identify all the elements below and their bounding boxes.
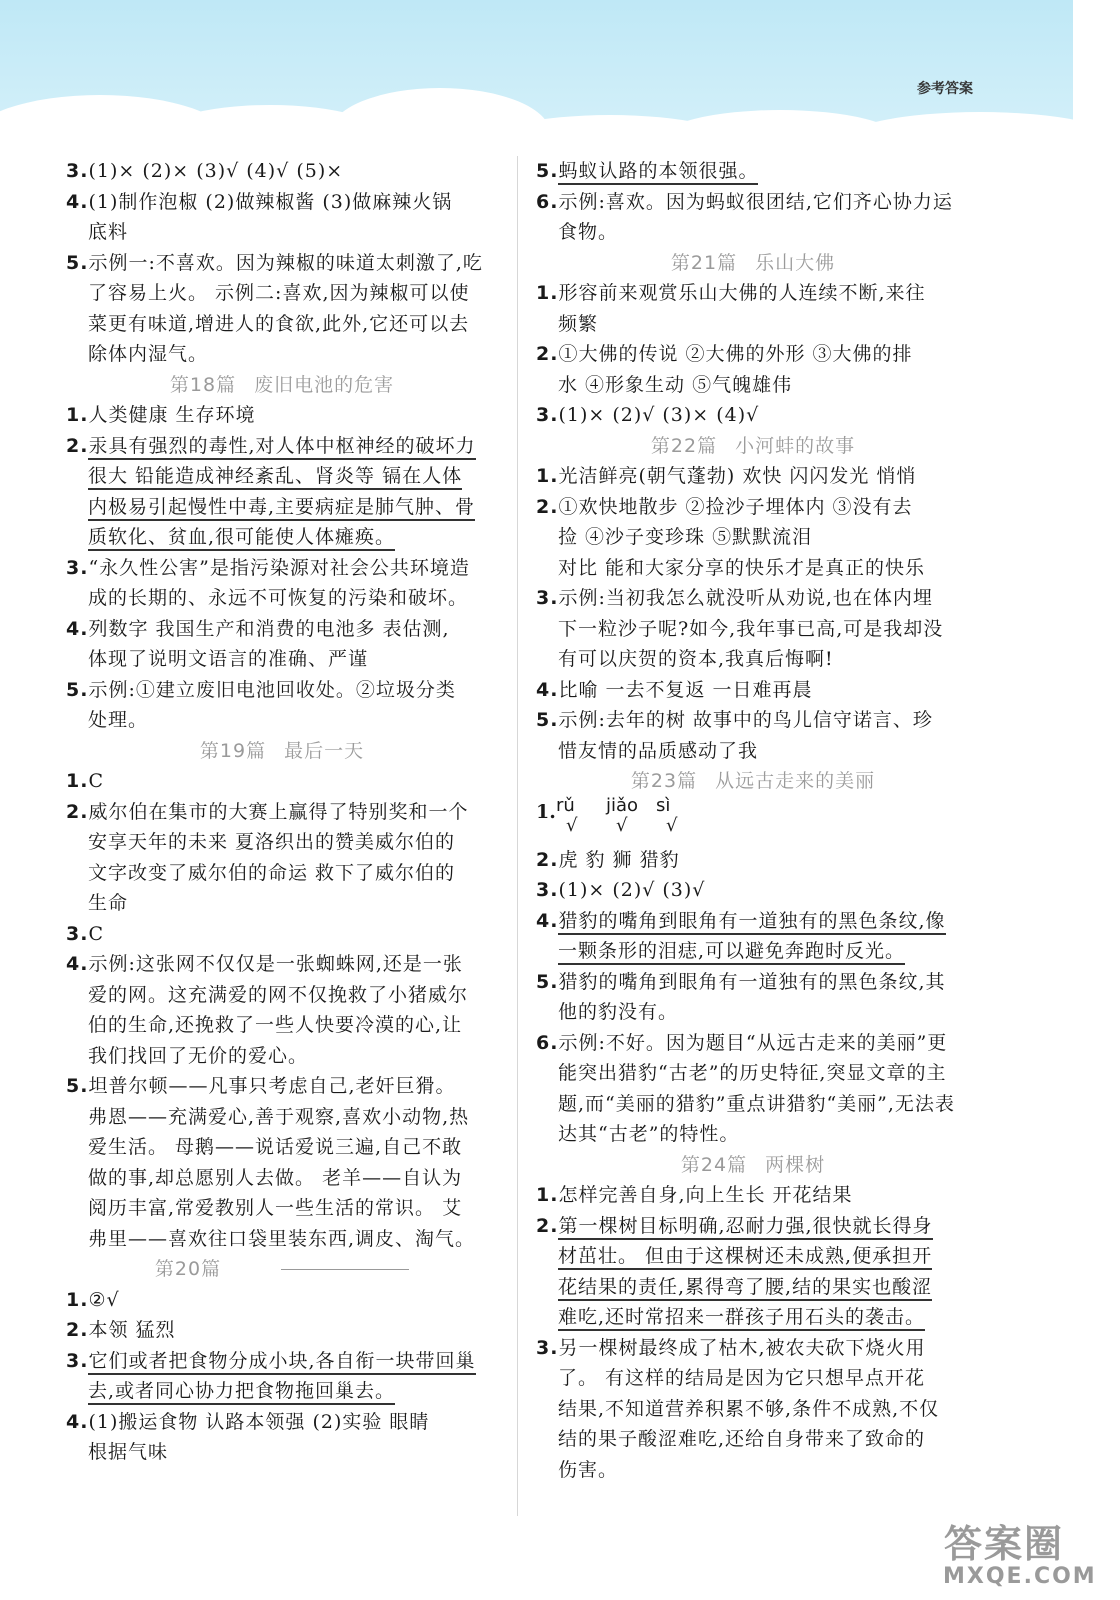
answer-continuation — [536, 1394, 970, 1425]
answer-continuation — [536, 309, 970, 340]
answer-continuation — [536, 1424, 970, 1455]
answer-line — [536, 906, 970, 937]
answer-line — [66, 1407, 498, 1438]
answer-line — [536, 400, 970, 431]
answer-number: 1. — [536, 465, 559, 487]
section-heading — [536, 766, 970, 797]
answer-text: (1)× (2)√ (3)× (4)√ — [558, 404, 760, 426]
answer-number: 3. — [66, 160, 89, 182]
answer-continuation — [536, 522, 970, 553]
answer-continuation — [66, 1041, 498, 1072]
answer-number: 5. — [66, 1075, 89, 1097]
answer-text: 示例:不好。因为题目“从远古走来的美丽”更 — [558, 1031, 948, 1054]
answer-continuation — [66, 461, 498, 492]
answer-continuation — [66, 644, 498, 675]
answer-text: (1)× (2)√ (3)√ — [558, 879, 706, 901]
answer-number: 1. — [66, 404, 89, 426]
answer-number: 1. — [536, 800, 556, 823]
answer-number: 4. — [536, 678, 559, 701]
answer-text: 惜友情的品质感动了我 — [558, 739, 759, 762]
answer-number: 1. — [536, 282, 559, 304]
answer-number: 4. — [66, 1410, 89, 1433]
answer-continuation — [536, 1363, 970, 1394]
answer-continuation — [536, 614, 970, 645]
answer-text: (1)× (2)× (3)√ (4)√ (5)× — [88, 160, 344, 182]
answer-text: 比喻 一去不复返 一日难再晨 — [558, 678, 813, 701]
answer-text: 菜更有味道,增进人的食欲,此外,它还可以去 — [88, 312, 470, 335]
answer-line — [536, 967, 970, 998]
answer-text: 去,或者同心协力把食物拖回巢去。 — [88, 1380, 395, 1405]
answer-line — [536, 492, 970, 523]
answer-text: 示例:这张网不仅仅是一张蜘蛛网,还是一张 — [88, 953, 463, 975]
answer-number: 4. — [66, 190, 89, 213]
answer-number: 3. — [536, 404, 559, 426]
answer-text: ②√ — [88, 1288, 120, 1311]
answer-line — [66, 766, 498, 797]
answer-text: 虎 豹 狮 猎豹 — [558, 848, 680, 871]
answer-text: “永久性公害”是指污染源对社会公共环境造 — [88, 556, 470, 579]
answer-continuation — [536, 1119, 970, 1150]
answer-text: 第一棵树目标明确,忍耐力强,很快就长得身 — [558, 1215, 932, 1240]
answer-line — [66, 675, 498, 706]
answer-line — [536, 845, 970, 876]
answer-text: 结果,不知道营养积累不够,条件不成熟,不仅 — [558, 1397, 940, 1420]
section-title-blank — [281, 1269, 409, 1270]
answer-number: 3. — [66, 1349, 89, 1372]
answer-text: (1)搬运食物 认路本领强 (2)实验 眼睛 — [88, 1410, 430, 1433]
answer-line — [536, 187, 970, 218]
answer-line — [536, 1333, 970, 1364]
header-band — [0, 0, 1073, 150]
answer-line — [536, 705, 970, 736]
right-column — [536, 156, 970, 1485]
answer-line — [66, 248, 498, 279]
check-mark: √ — [566, 814, 578, 836]
answer-line — [536, 875, 970, 906]
section-title: 废旧电池的危害 — [254, 373, 395, 396]
answer-line — [536, 156, 970, 187]
answer-continuation — [66, 888, 498, 919]
answer-text: 文字改变了威尔伯的命运 救下了威尔伯的 — [88, 861, 456, 884]
section-heading — [536, 248, 970, 279]
answer-number: 3. — [536, 879, 559, 901]
answer-text: 安享天年的未来 夏洛织出的赞美威尔伯的 — [88, 831, 456, 853]
answer-text: 本领 猛烈 — [88, 1319, 176, 1341]
answer-line — [66, 400, 498, 431]
answer-text: 我们找回了无价的爱心。 — [88, 1044, 309, 1067]
answer-continuation — [66, 1376, 498, 1407]
answer-continuation — [536, 1272, 970, 1303]
answer-number: 1. — [66, 1288, 89, 1311]
answer-text: 下一粒沙子呢?如今,我年事已高,可是我却没 — [558, 617, 944, 640]
column-divider — [517, 156, 518, 1516]
answer-continuation — [536, 736, 970, 767]
section-heading — [536, 431, 970, 462]
answer-text: 弗里——喜欢往口袋里装东西,调皮、淘气。 — [88, 1227, 476, 1250]
section-label: 第24篇 — [680, 1153, 748, 1176]
answer-number: 5. — [536, 709, 559, 731]
answer-continuation — [66, 705, 498, 736]
answer-continuation — [536, 370, 970, 401]
answer-number: 4. — [536, 909, 559, 932]
answer-continuation — [536, 936, 970, 967]
answer-continuation — [66, 278, 498, 309]
answer-text: 材茁壮。 但由于这棵树还未成熟,便承担开 — [558, 1245, 932, 1270]
answer-line — [66, 919, 498, 950]
answer-line — [536, 278, 970, 309]
answer-number: 5. — [536, 970, 559, 993]
answer-text: 光洁鲜亮(朝气蓬勃) 欢快 闪闪发光 悄悄 — [558, 465, 917, 487]
section-label: 第23篇 — [630, 770, 698, 792]
answer-line — [66, 1071, 498, 1102]
answer-text: 蚂蚁认路的本领很强。 — [558, 160, 758, 185]
answer-continuation — [536, 997, 970, 1028]
answer-continuation — [66, 827, 498, 858]
answer-number: 3. — [66, 922, 89, 945]
answer-text: 捡 ④沙子变珍珠 ⑤默默流泪 — [558, 526, 813, 548]
section-label: 第19篇 — [199, 739, 267, 762]
answer-text: 弗恩——充满爱心,善于观察,喜欢小动物,热 — [88, 1105, 470, 1128]
answer-text: C — [88, 922, 104, 945]
answer-text: 花结果的责任,累得弯了腰,结的果实也酸涩 — [558, 1276, 932, 1301]
answer-line — [536, 461, 970, 492]
answer-text: 底料 — [88, 221, 129, 243]
answer-text: 能突出猎豹“古老”的历史特征,突显文章的主 — [558, 1062, 947, 1084]
answer-text: 了容易上火。 示例二:喜欢,因为辣椒可以使 — [88, 282, 470, 304]
answer-text: 示例:①建立废旧电池回收处。②垃圾分类 — [88, 678, 456, 701]
answer-line — [66, 431, 498, 462]
answer-continuation — [66, 858, 498, 889]
answer-number: 5. — [536, 160, 559, 182]
pinyin-item: rǔ — [556, 794, 575, 816]
answer-text: 处理。 — [88, 709, 149, 731]
section-title: 最后一天 — [284, 739, 365, 762]
answer-number: 2. — [536, 1214, 559, 1237]
answer-number: 2. — [536, 848, 559, 871]
answer-text: 食物。 — [558, 221, 619, 243]
answer-text: 示例:当初我怎么就没听从劝说,也在体内埋 — [558, 587, 933, 609]
answer-number: 2. — [66, 800, 89, 823]
answer-text: 内极易引起慢性中毒,主要病症是肺气肿、骨 — [88, 496, 475, 521]
answer-line — [536, 1211, 970, 1242]
answer-number: 5. — [66, 251, 89, 274]
answer-text: 他的豹没有。 — [558, 1001, 679, 1023]
answer-line — [536, 583, 970, 614]
answer-line — [536, 794, 970, 845]
section-heading — [536, 1150, 970, 1181]
answer-number: 1. — [66, 770, 89, 792]
answer-continuation — [66, 1010, 498, 1041]
answer-line — [66, 156, 498, 187]
answer-text: 伤害。 — [558, 1458, 619, 1481]
answer-continuation — [66, 1102, 498, 1133]
answer-text: 根据气味 — [88, 1441, 169, 1463]
answer-text: 除体内湿气。 — [88, 343, 209, 365]
answer-text: 结的果子酸涩难吃,还给自身带来了致命的 — [558, 1428, 926, 1450]
answer-continuation — [536, 1455, 970, 1486]
answer-number: 3. — [66, 556, 89, 579]
answer-text: 示例一:不喜欢。因为辣椒的味道太刺激了,吃 — [88, 251, 483, 274]
answer-text: 猎豹的嘴角到眼角有一道独有的黑色条纹,像 — [558, 910, 945, 935]
answer-number: 4. — [66, 953, 89, 975]
answer-continuation — [66, 1437, 498, 1468]
answer-continuation — [536, 644, 970, 675]
answer-text: 汞具有强烈的毒性,对人体中枢神经的破坏力 — [88, 435, 475, 460]
answer-text: 爱的网。这充满爱的网不仅挽救了小猪威尔 — [88, 983, 469, 1006]
answer-text: ①欢快地散步 ②捡沙子埋体内 ③没有去 — [558, 495, 913, 518]
answer-continuation — [536, 553, 970, 584]
header-label: 参考答案 — [917, 81, 973, 97]
answer-text: 生命 — [88, 892, 129, 914]
section-title: 小河蚌的故事 — [735, 434, 856, 457]
answer-text: 有可以庆贺的资本,我真后悔啊! — [558, 648, 834, 670]
answer-continuation — [66, 1132, 498, 1163]
answer-text: 阅历丰富,常爱教别人一些生活的常识。 艾 — [88, 1197, 463, 1219]
section-heading — [66, 736, 498, 767]
answer-text: 对比 能和大家分享的快乐才是真正的快乐 — [558, 556, 926, 579]
answer-continuation — [66, 1163, 498, 1194]
answer-number: 2. — [536, 343, 559, 365]
answer-text: ①大佛的传说 ②大佛的外形 ③大佛的排 — [558, 343, 913, 365]
section-label: 第21篇 — [670, 251, 738, 274]
answer-text: 另一棵树最终成了枯木,被农夫砍下烧火用 — [558, 1336, 926, 1359]
answer-continuation — [536, 1058, 970, 1089]
answer-continuation — [536, 1302, 970, 1333]
answer-text: 伯的生命,还挽救了一些人快要冷漠的心,让 — [88, 1014, 463, 1036]
section-label: 第22篇 — [650, 434, 718, 457]
answer-continuation — [66, 1193, 498, 1224]
answer-text: 一颗条形的泪痣,可以避免奔跑时反光。 — [558, 940, 905, 965]
answer-continuation — [66, 309, 498, 340]
section-title: 乐山大佛 — [755, 251, 836, 274]
answer-line — [66, 1315, 498, 1346]
answer-line — [536, 675, 970, 706]
answer-text: 成的长期的、永远不可恢复的污染和破坏。 — [88, 587, 469, 609]
pinyin-item: jiǎo — [606, 794, 639, 816]
answer-continuation — [66, 583, 498, 614]
section-title: 从远古走来的美丽 — [715, 770, 876, 792]
answer-continuation — [536, 217, 970, 248]
answer-continuation — [66, 339, 498, 370]
answer-text: 威尔伯在集市的大赛上赢得了特别奖和一个 — [88, 800, 469, 823]
answer-line — [66, 187, 498, 218]
check-mark: √ — [616, 814, 628, 836]
answer-text: 怎样完善自身,向上生长 开花结果 — [558, 1184, 853, 1206]
answer-number: 2. — [536, 495, 559, 518]
pinyin-item: sì — [656, 794, 671, 816]
answer-line — [66, 949, 498, 980]
answer-line — [536, 1180, 970, 1211]
section-label: 第18篇 — [169, 373, 237, 396]
answer-text: 形容前来观赏乐山大佛的人连续不断,来往 — [558, 282, 926, 304]
answer-text: 爱生活。 母鹅——说话爱说三遍,自己不敢 — [88, 1136, 463, 1158]
answer-number: 5. — [66, 678, 89, 701]
check-mark: √ — [666, 814, 678, 836]
answer-text: 做的事,却总愿别人去做。 老羊——自认为 — [88, 1166, 463, 1189]
watermark-title: 答案圈 — [943, 1522, 1064, 1566]
section-label: 第20篇 — [154, 1258, 222, 1280]
section-heading — [66, 370, 498, 401]
answer-text: C — [88, 770, 104, 792]
answer-text: 猎豹的嘴角到眼角有一道独有的黑色条纹,其 — [558, 970, 946, 993]
answer-text: 难吃,还时常招来一群孩子用石头的袭击。 — [558, 1306, 925, 1331]
answer-number: 6. — [536, 190, 559, 213]
answer-continuation — [536, 1241, 970, 1272]
answer-text: 了。 有这样的结局是因为它只想早点开花 — [558, 1367, 926, 1389]
answer-line — [66, 797, 498, 828]
answer-continuation — [536, 1089, 970, 1120]
answer-line — [66, 1285, 498, 1316]
answer-continuation — [66, 217, 498, 248]
left-column — [66, 156, 498, 1468]
answer-text: 频繁 — [558, 312, 599, 335]
answer-line — [536, 339, 970, 370]
answer-text: 达其“古老”的特性。 — [558, 1123, 740, 1145]
answer-number: 3. — [536, 1336, 559, 1359]
section-title: 两棵树 — [765, 1153, 826, 1176]
answer-text: 示例:去年的树 故事中的鸟儿信守诺言、珍 — [558, 709, 933, 731]
answer-continuation — [66, 492, 498, 523]
answer-continuation — [66, 980, 498, 1011]
answer-number: 1. — [536, 1184, 559, 1206]
answer-text: 体现了说明文语言的准确、严谨 — [88, 648, 369, 670]
section-heading — [66, 1254, 498, 1285]
answer-number: 2. — [66, 434, 89, 457]
answer-continuation — [66, 522, 498, 553]
answer-line — [536, 1028, 970, 1059]
answer-text: 人类健康 生存环境 — [88, 404, 256, 426]
answer-text: 质软化、贫血,很可能使人体瘫痪。 — [88, 526, 395, 551]
answer-number: 3. — [536, 587, 559, 609]
watermark-logo — [943, 1522, 1097, 1592]
answer-continuation — [66, 1224, 498, 1255]
answer-line — [66, 553, 498, 584]
answer-line — [66, 614, 498, 645]
answer-line — [66, 1346, 498, 1377]
answer-number: 4. — [66, 617, 89, 640]
answer-text: 坦普尔顿——凡事只考虑自己,老奸巨猾。 — [88, 1075, 456, 1097]
answer-text: (1)制作泡椒 (2)做辣椒酱 (3)做麻辣火锅 — [88, 190, 453, 213]
answer-text: 它们或者把食物分成小块,各自衔一块带回巢 — [88, 1350, 475, 1375]
answer-text: 示例:喜欢。因为蚂蚁很团结,它们齐心协力运 — [558, 190, 953, 213]
answer-text: 题,而“美丽的猎豹”重点讲猎豹“美丽”,无法表 — [558, 1092, 955, 1115]
answer-text: 列数字 我国生产和消费的电池多 表估测, — [88, 617, 450, 640]
answer-number: 2. — [66, 1319, 89, 1341]
watermark-url: MXQE.COM — [943, 1564, 1097, 1589]
answer-text: 很大 铅能造成神经紊乱、肾炎等 镉在人体 — [88, 465, 462, 490]
answer-number: 6. — [536, 1031, 559, 1054]
answer-text: 水 ④形象生动 ⑤气魄雄伟 — [558, 373, 793, 396]
